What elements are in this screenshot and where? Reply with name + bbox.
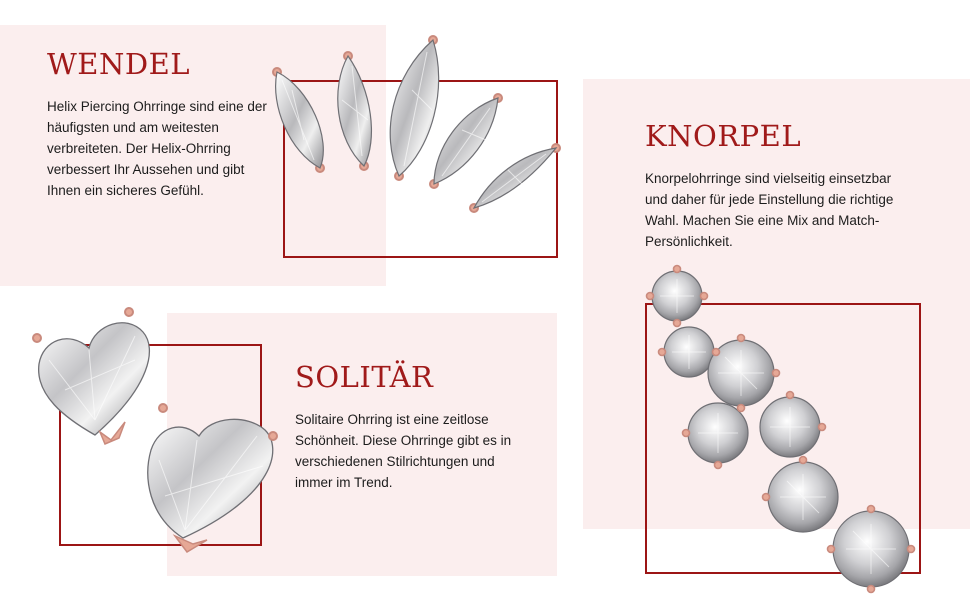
knorpel-description: Knorpelohrringe sind vielseitig einsetzbar und daher für jede Einstellung die richtige Wahl. Machen Sie eine Mix and Match-Persönlichkeit. bbox=[645, 171, 894, 249]
knorpel-title: KNORPEL bbox=[645, 119, 802, 153]
solitaer-title: SOLITÄR bbox=[295, 360, 434, 394]
marquise-diamond-climber-earring-icon bbox=[262, 30, 572, 220]
solitaer-description: Solitaire Ohrring ist eine zeitlose Schönheit. Diese Ohrringe gibt es in verschiedenen Stilrichtungen und immer im Trend. bbox=[295, 412, 512, 490]
wendel-title: WENDEL bbox=[47, 47, 191, 81]
heart-diamond-stud-earrings-icon bbox=[25, 300, 295, 560]
wendel-description: Helix Piercing Ohrringe sind eine der häufigsten und am weitesten verbreiteten. Der Helix-Ohrring verbessert Ihr Aussehen und gibt Ihnen ein sicheres Gefühl. bbox=[47, 99, 267, 198]
round-diamond-cluster-earring-icon bbox=[640, 262, 930, 592]
